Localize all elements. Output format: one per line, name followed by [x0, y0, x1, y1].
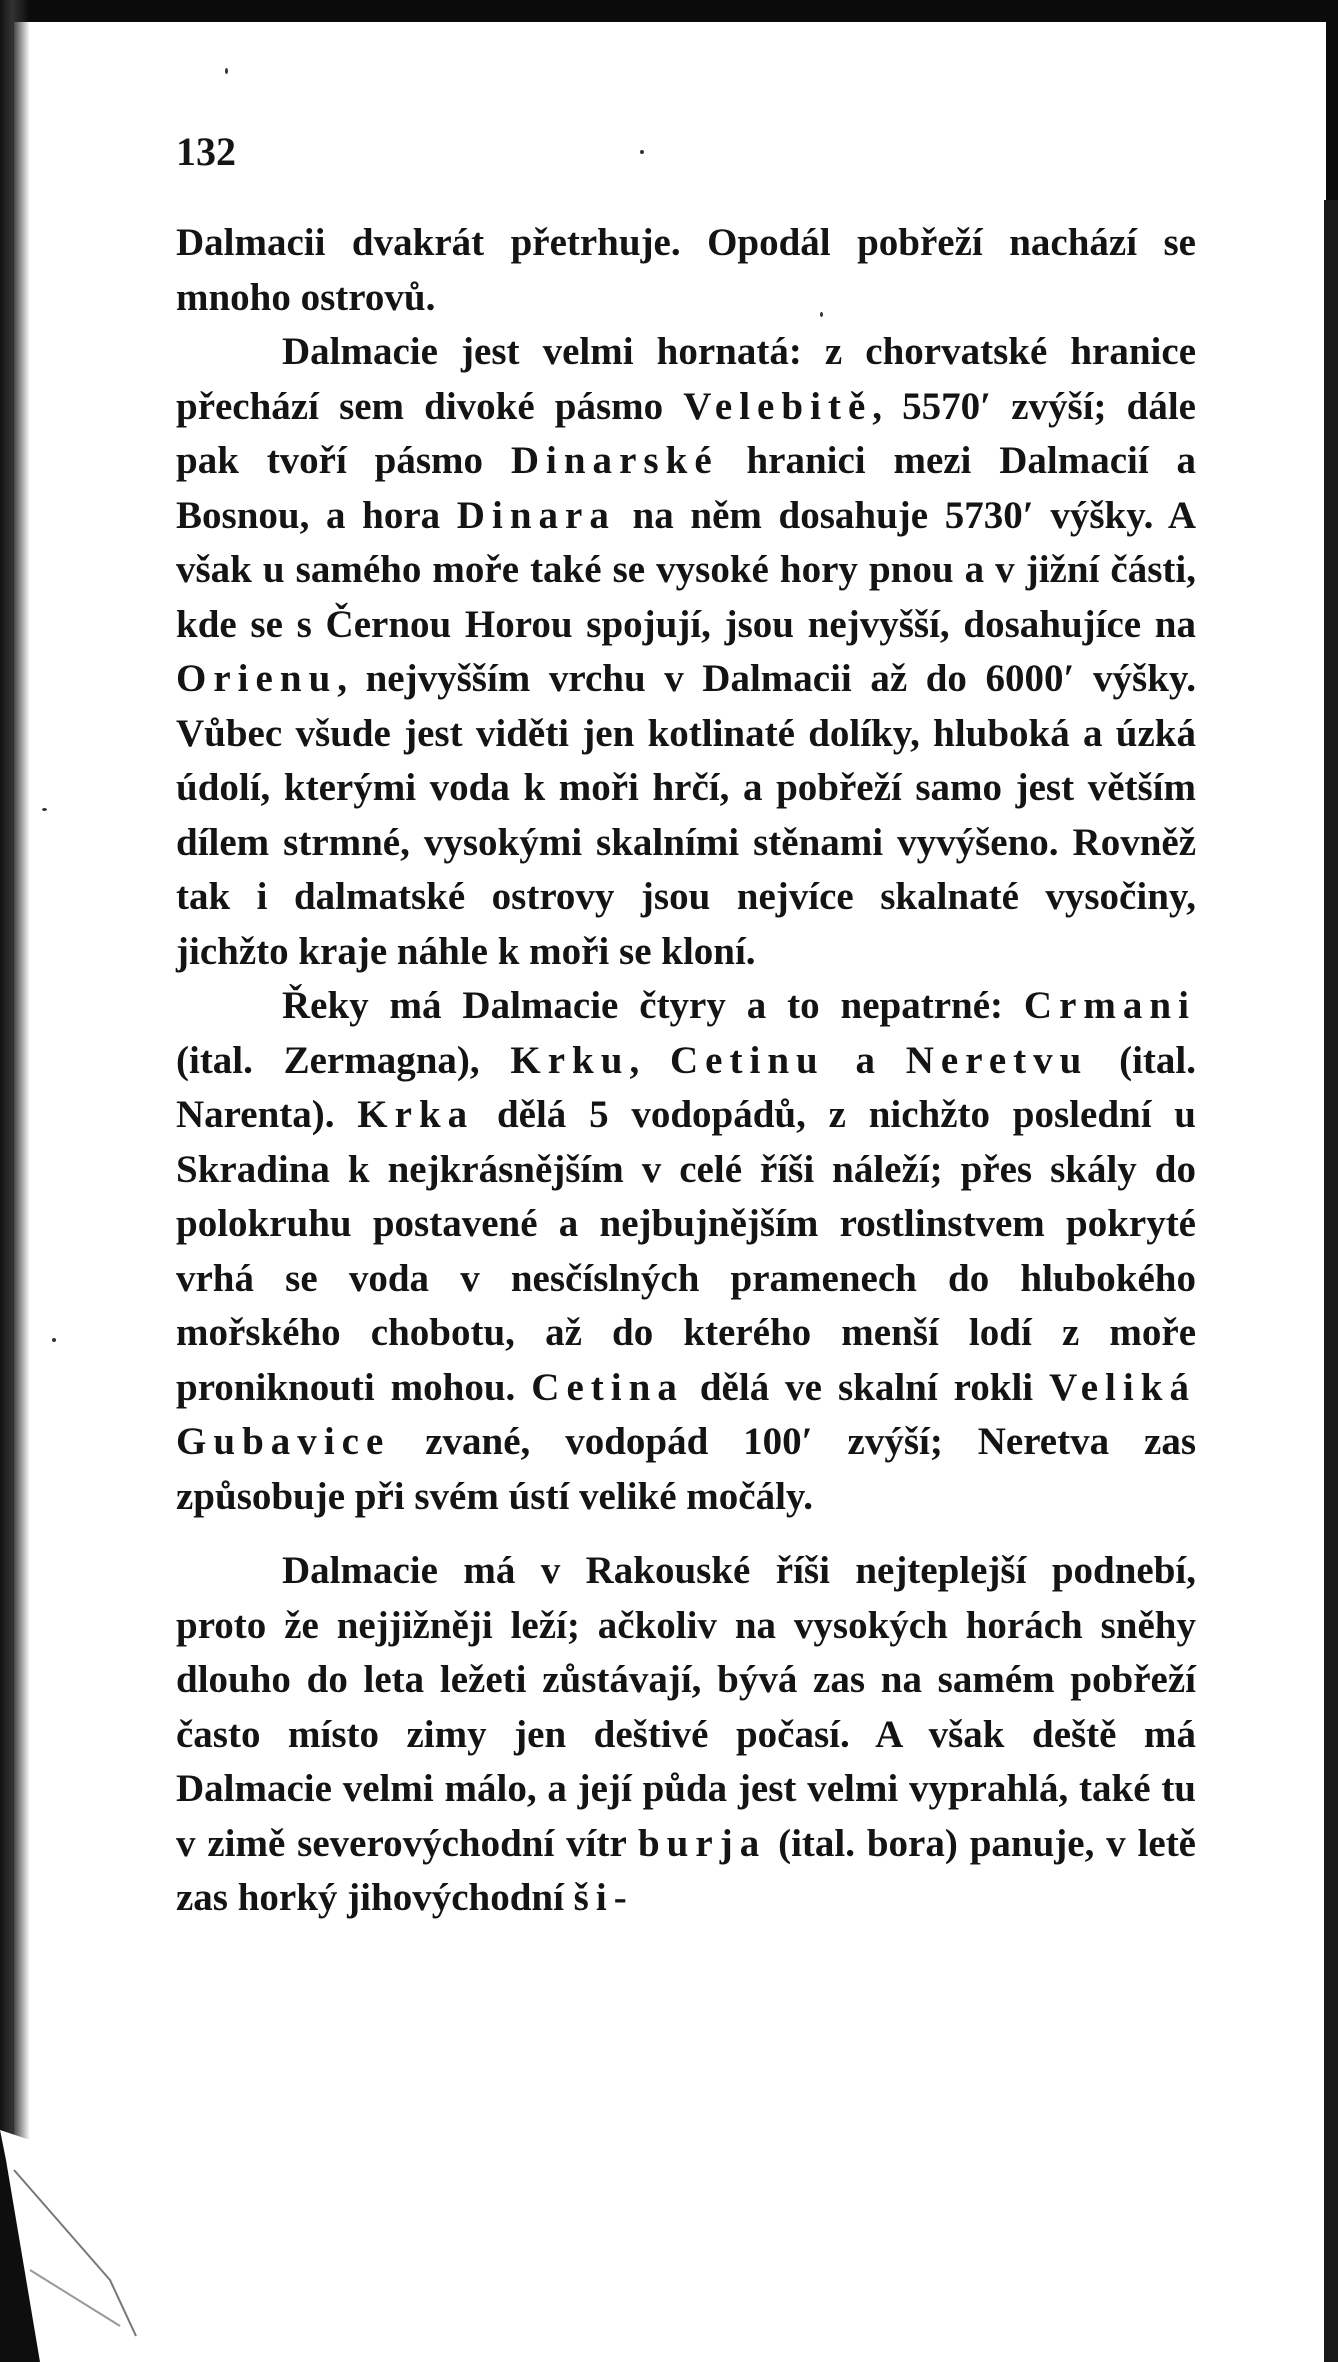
text-run: Dalmacie má v Rakouské říši nejteplejší podnebí, proto že nejjižněji leží; ačkoliv na vysokých horách sněhy dlouho do leta ležeti zůstávají, bývá zas na samém pobřeží často místo zimy jen deštivé počasí. A však deště má Dalmacie velmi málo, a její půda jest velmi vyprahlá, také tu v zimě severovýchodní vítr	[176, 1549, 1196, 1865]
text-run: Řeky má Dalmacie čtyry a to nepatrné:	[282, 984, 1024, 1027]
emphasized-term: Cetinu	[669, 1038, 825, 1082]
paragraph-3	[176, 979, 1196, 1524]
right-edge-shadow	[1324, 200, 1338, 2362]
dust-speck	[42, 808, 47, 811]
emphasized-term: Krku	[510, 1038, 630, 1082]
text-run: na něm dosahuje 5730′ výšky. A však u samého moře také se vysoké hory pnou a v jižní části, kde se s Černou Horou spojují, jsou nejvyšší, dosahujíce na	[176, 493, 1196, 646]
dust-speck	[52, 1338, 56, 1342]
text-run: , nejvyšším vrchu v Dalmacii až do 6000′ výšky. Vůbec všude jest viděti jen kotlinaté dolíky, hluboká a úzká údolí, kterými voda k moři hrčí, a pobřeží samo jest větším dílem strmné, vysokými skalními stěnami vyvýšeno. Rovněž tak i dalmatské ostrovy jsou nejvíce skalnaté vysočiny, jichžto kraje náhle k moři se kloní.	[176, 657, 1196, 973]
emphasized-term: ši-	[573, 1876, 634, 1919]
text-run: Dalmacii dvakrát přetrhuje. Opodál pobřeží nachází se mnoho ostrovů.	[176, 221, 1196, 319]
emphasized-term: Dinara	[456, 493, 616, 537]
emphasized-term: Orienu	[176, 657, 338, 700]
emphasized-term: Veliká Gubavice	[176, 1365, 1196, 1463]
text-run: , 5570′ zvýší; dále pak tvoří pásmo	[176, 384, 1196, 482]
text-run: ,	[629, 1038, 670, 1082]
paragraph-4	[176, 1544, 1196, 1926]
text-run: dělá ve skalní rokli	[683, 1365, 1050, 1409]
paragraph-2	[176, 325, 1196, 979]
emphasized-term: Crmani	[1023, 984, 1196, 1027]
text-run: (ital. Zermagna),	[176, 1038, 511, 1082]
emphasized-term: burja	[637, 1821, 767, 1865]
left-edge-shadow	[0, 0, 30, 2362]
dust-speck	[225, 68, 228, 74]
text-run: (ital. Narenta).	[176, 1038, 1197, 1136]
emphasized-term: Krka	[357, 1093, 475, 1136]
text-run: Dalmacie jest velmi hornatá: z chorvatské hranice přechází sem divoké pásmo	[176, 330, 1196, 428]
folded-corner	[0, 2130, 200, 2362]
paragraph-1	[176, 216, 1196, 325]
text-run: dělá 5 vodopádů, z nichžto poslední u Skradina k nejkrásnějším v celé říši náleží; přes skály do polokruhu postavené a nejbujnějším rostlinstvem pokryté vrhá se voda v nesčíslných pramenech do hlubokého mořského chobotu, až do kterého menší lodí z moře proniknouti mohou.	[176, 1093, 1196, 1409]
emphasized-term: Neretvu	[905, 1038, 1089, 1082]
emphasized-term: Velebitě	[683, 384, 873, 428]
body-text	[176, 216, 1196, 1926]
emphasized-term: Dinarské	[510, 439, 719, 482]
emphasized-term: Cetina	[531, 1365, 684, 1409]
text-run: hranici mezi Dalmacií a Bosnou, a hora	[176, 439, 1196, 537]
page-number: 132	[176, 129, 236, 174]
text-run: a	[824, 1038, 906, 1082]
text-run: (ital. bora) panuje, v letě zas horký jihovýchodní	[176, 1821, 1196, 1919]
text-run: zvané, vodopád 100′ zvýší; Neretva zas způsobuje při svém ústí veliké močály.	[176, 1420, 1196, 1518]
dust-speck	[640, 150, 644, 154]
